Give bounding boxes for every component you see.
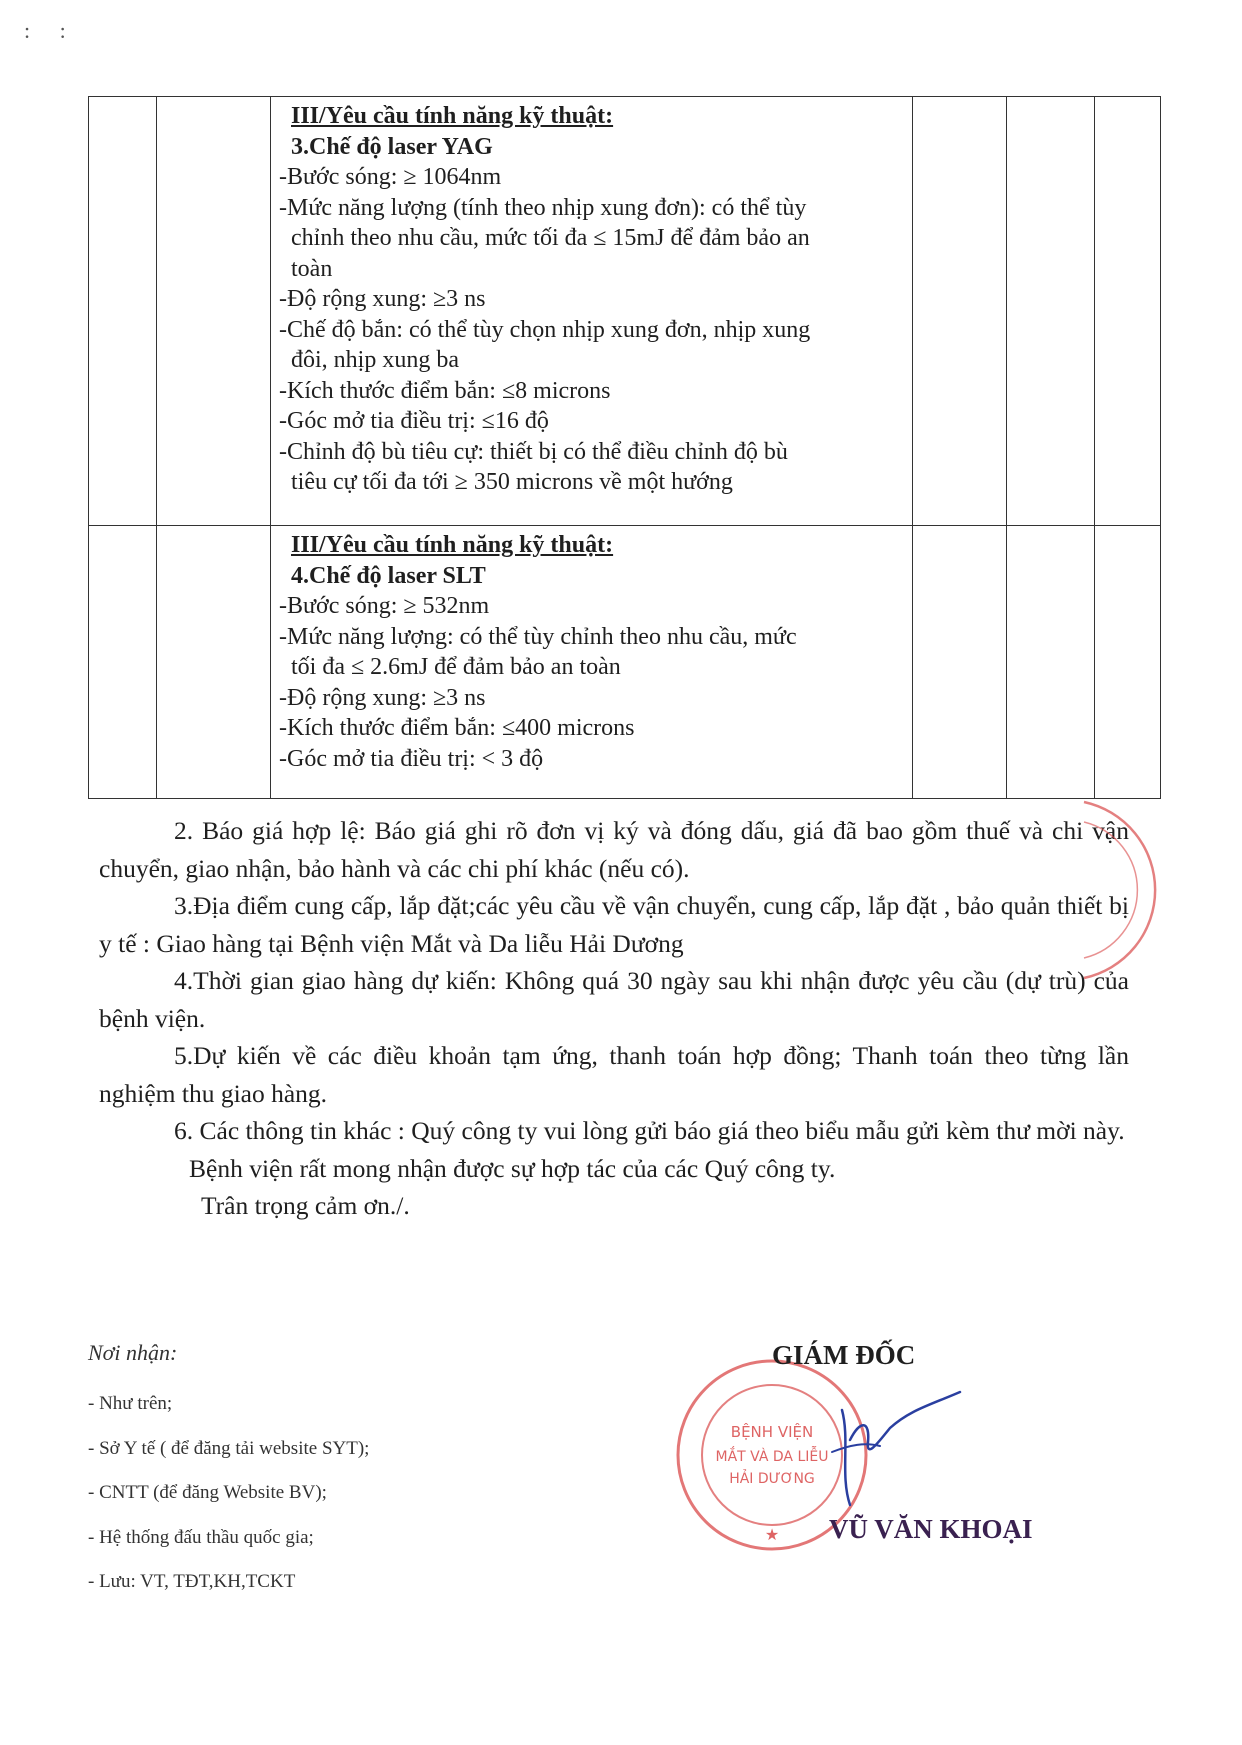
recipients-block	[88, 1340, 369, 1605]
section-title: 3.Chế độ laser YAG	[291, 133, 493, 160]
spec-line: -Góc mở tia điều trị: < 3 độ	[279, 745, 544, 772]
table-cell-spec	[271, 526, 913, 799]
recipient-item: - Như trên;	[88, 1393, 173, 1414]
spec-line: tiêu cự tối đa tới ≥ 350 microns về một hướng	[291, 469, 733, 495]
table-row	[89, 97, 1161, 526]
table-cell-name	[157, 97, 271, 526]
spec-line: -Mức năng lượng (tính theo nhịp xung đơn): có thể tùy	[279, 194, 807, 221]
recipient-item: - Lưu: VT, TĐT,KH,TCKT	[88, 1571, 296, 1592]
spec-line: -Chế độ bắn: có thể tùy chọn nhịp xung đơn, nhịp xung	[279, 316, 811, 343]
signature-title: GIÁM ĐỐC	[772, 1340, 916, 1370]
spec-line: -Chỉnh độ bù tiêu cự: thiết bị có thể điều chỉnh độ bù	[279, 438, 788, 465]
table-cell-index	[89, 526, 157, 799]
table-cell-name	[157, 526, 271, 799]
signer-name: VŨ VĂN KHOẠI	[829, 1514, 1033, 1544]
body-text	[99, 812, 1129, 1225]
paragraph-thanks: Trân trọng cảm ơn./.	[201, 1191, 410, 1220]
seal-text: MẮT VÀ DA LIỄU	[715, 1449, 829, 1465]
recipient-item: - Sở Y tế ( để đăng tải website SYT);	[88, 1437, 370, 1459]
section-title: 4.Chế độ laser SLT	[291, 562, 486, 589]
spec-line: -Kích thước điểm bắn: ≤8 microns	[279, 377, 611, 404]
table-cell-qty	[1007, 526, 1095, 799]
svg-text:★: ★	[764, 1527, 780, 1544]
table-cell-note	[1095, 97, 1161, 526]
recipient-item: - Hệ thống đấu thầu quốc gia;	[88, 1526, 314, 1548]
recipient-item: - CNTT (để đăng Website BV);	[88, 1482, 327, 1503]
paragraph-payment-terms: 5.Dự kiến về các điều khoản tạm ứng, thanh toán hợp đồng; Thanh toán theo từng lần nghiệm thu giao hàng.	[99, 1041, 1129, 1108]
handwritten-signature	[820, 1380, 970, 1510]
spec-line: -Kích thước điểm bắn: ≤400 microns	[279, 715, 635, 741]
spec-line: tối đa ≤ 2.6mJ để đảm bảo an toàn	[291, 654, 621, 680]
spec-line: -Bước sóng: ≥ 1064nm	[279, 164, 502, 190]
spec-line: -Độ rộng xung: ≥3 ns	[279, 684, 486, 711]
spec-line: -Góc mở tia điều trị: ≤16 độ	[279, 408, 549, 434]
recipients-title: Nơi nhận:	[88, 1340, 178, 1365]
table-cell-spec	[271, 97, 913, 526]
section-heading: III/Yêu cầu tính năng kỹ thuật:	[291, 103, 614, 129]
corner-mark: : :	[24, 18, 78, 43]
spec-table	[88, 96, 1161, 799]
spec-line: -Mức năng lượng: có thể tùy chỉnh theo nhu cầu, mức	[279, 623, 797, 650]
partial-seal-stamp	[1082, 800, 1162, 980]
seal-text: BỆNH VIỆN	[730, 1423, 814, 1441]
paragraph-delivery-time: 4.Thời gian giao hàng dự kiến: Không quá 30 ngày sau khi nhận được yêu cầu (dự trù) của bệnh viện.	[99, 966, 1129, 1033]
seal-text: HẢI DƯƠNG	[729, 1471, 815, 1487]
spec-line: -Bước sóng: ≥ 532nm	[279, 593, 490, 619]
table-cell-unit	[913, 526, 1007, 799]
paragraph-other-info: 6. Các thông tin khác : Quý công ty vui lòng gửi báo giá theo biểu mẫu gửi kèm thư mời này.	[174, 1116, 1125, 1145]
table-cell-unit	[913, 97, 1007, 526]
paragraph-delivery-location: 3.Địa điểm cung cấp, lắp đặt;các yêu cầu về vận chuyển, cung cấp, lắp đặt , bảo quản thiết bị y tế : Giao hàng tại Bệnh viện Mắt và Da liễu Hải Dương	[99, 891, 1129, 958]
paragraph-closing: Bệnh viện rất mong nhận được sự hợp tác của các Quý công ty.	[189, 1153, 836, 1183]
spec-line: toàn	[291, 255, 333, 282]
table-cell-index	[89, 97, 157, 526]
table-row	[89, 526, 1161, 799]
table-cell-note	[1095, 526, 1161, 799]
spec-line: đôi, nhịp xung ba	[291, 347, 459, 373]
spec-line: chỉnh theo nhu cầu, mức tối đa ≤ 15mJ để đảm bảo an	[291, 225, 810, 251]
paragraph-quote-validity: 2. Báo giá hợp lệ: Báo giá ghi rõ đơn vị ký và đóng dấu, giá đã bao gồm thuế và chi vận chuyển, giao nhận, bảo hành và các chi phí khác (nếu có).	[99, 816, 1129, 883]
spec-line: -Độ rộng xung: ≥3 ns	[279, 286, 486, 312]
section-heading: III/Yêu cầu tính năng kỹ thuật:	[291, 532, 614, 558]
table-cell-qty	[1007, 97, 1095, 526]
